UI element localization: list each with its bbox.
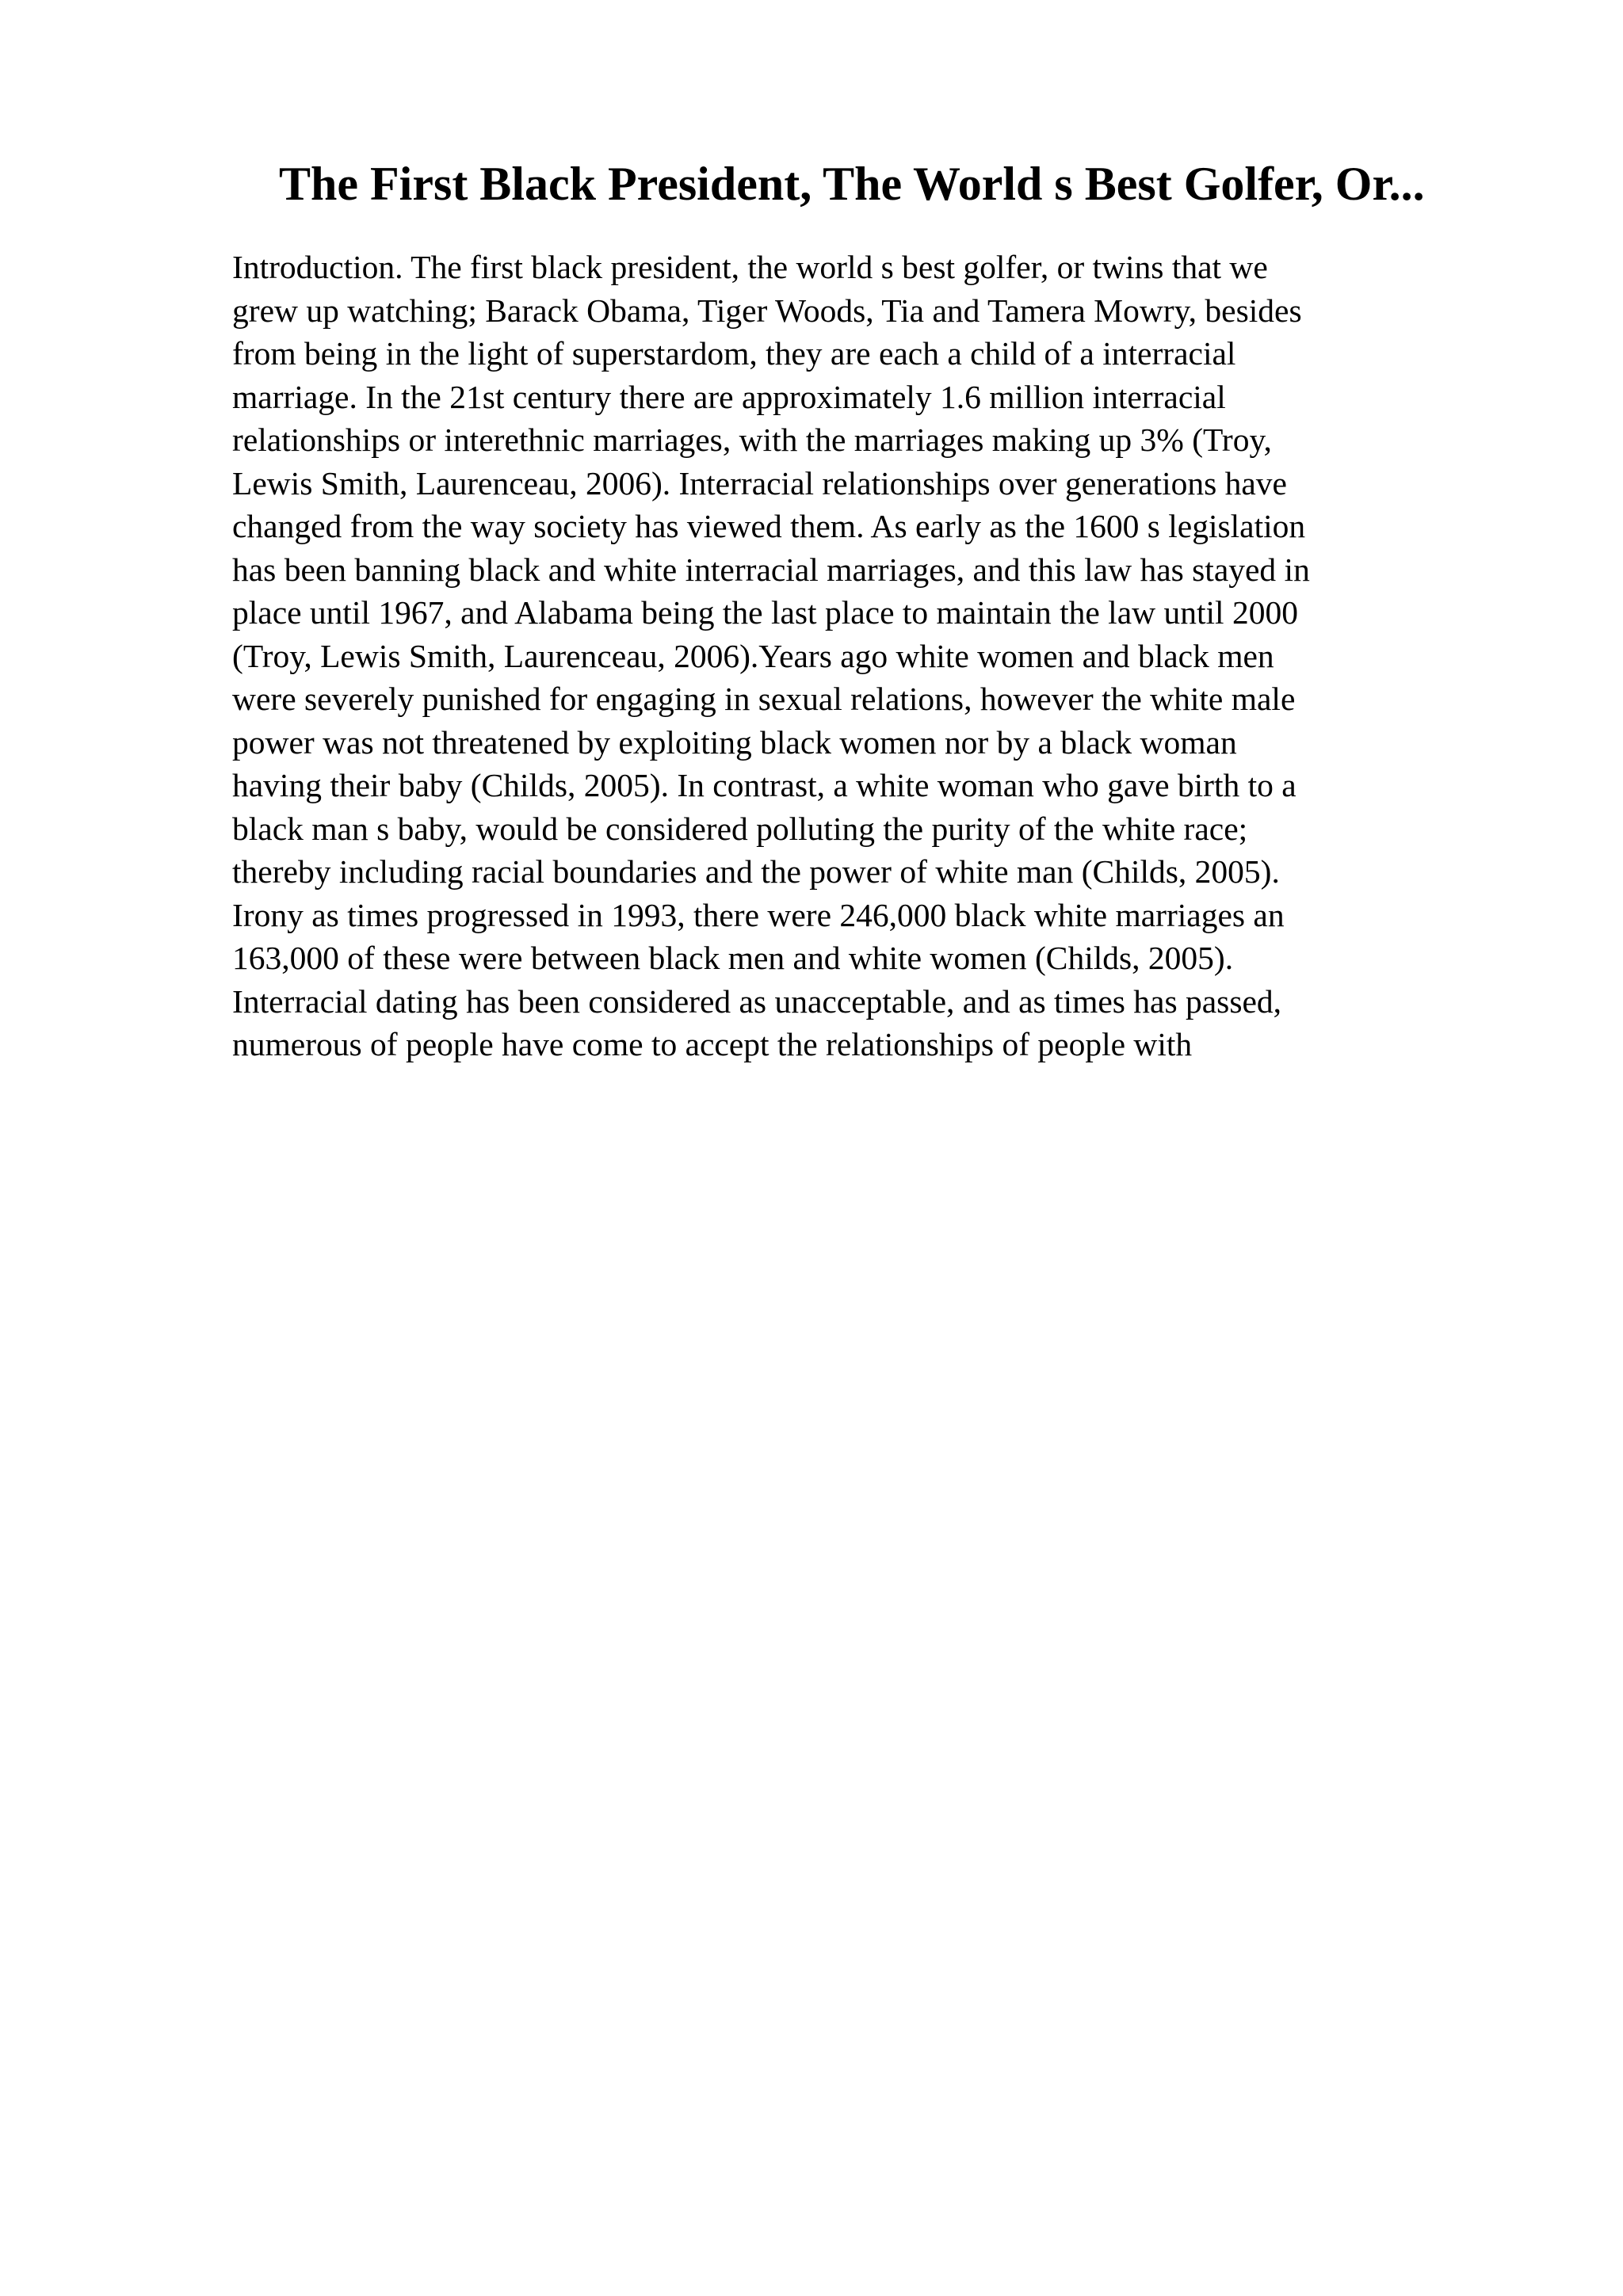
- body-line: Interracial dating has been considered as unacceptable, and as times has passed,: [232, 982, 1282, 1020]
- body-line: marriage. In the 21st century there are approximately 1.6 million interracial: [232, 378, 1226, 415]
- body-line: has been banning black and white interracial marriages, and this law has stayed in: [232, 551, 1310, 588]
- body-line: thereby including racial boundaries and the power of white man (Childs, 2005).: [232, 853, 1280, 890]
- body-line: (Troy, Lewis Smith, Laurenceau, 2006).Years ago white women and black men: [232, 637, 1274, 674]
- body-line: place until 1967, and Alabama being the last place to maintain the law until 2000: [232, 594, 1298, 631]
- body-line: numerous of people have come to accept the relationships of people with: [232, 1026, 1193, 1062]
- body-line: Irony as times progressed in 1993, there were 246,000 black white marriages an: [232, 896, 1285, 933]
- body-line: Introduction. The first black president, the world s best golfer, or twins that we: [232, 249, 1268, 285]
- body-line: 163,000 of these were between black men and white women (Childs, 2005).: [232, 940, 1234, 976]
- body-line: having their baby (Childs, 2005). In contrast, a white woman who gave birth to a: [232, 767, 1296, 803]
- body-line: power was not threatened by exploiting black women nor by a black woman: [232, 723, 1237, 761]
- body-line: relationships or interethnic marriages, with the marriages making up 3% (Troy,: [232, 421, 1272, 458]
- body-line: changed from the way society has viewed them. As early as the 1600 s legislation: [232, 508, 1306, 544]
- body-line: were severely punished for engaging in sexual relations, however the white male: [232, 681, 1296, 717]
- document-title: The First Black President, The World s Best Golfer, Or...: [279, 158, 1425, 210]
- body-line: black man s baby, would be considered polluting the purity of the white race;: [232, 810, 1248, 847]
- body-line: from being in the light of superstardom, they are each a child of a interracial: [232, 335, 1236, 372]
- body-line: grew up watching; Barack Obama, Tiger Woods, Tia and Tamera Mowry, besides: [232, 292, 1302, 329]
- body-line: Lewis Smith, Laurenceau, 2006). Interracial relationships over generations have: [232, 464, 1287, 502]
- document-body: [232, 246, 1468, 1066]
